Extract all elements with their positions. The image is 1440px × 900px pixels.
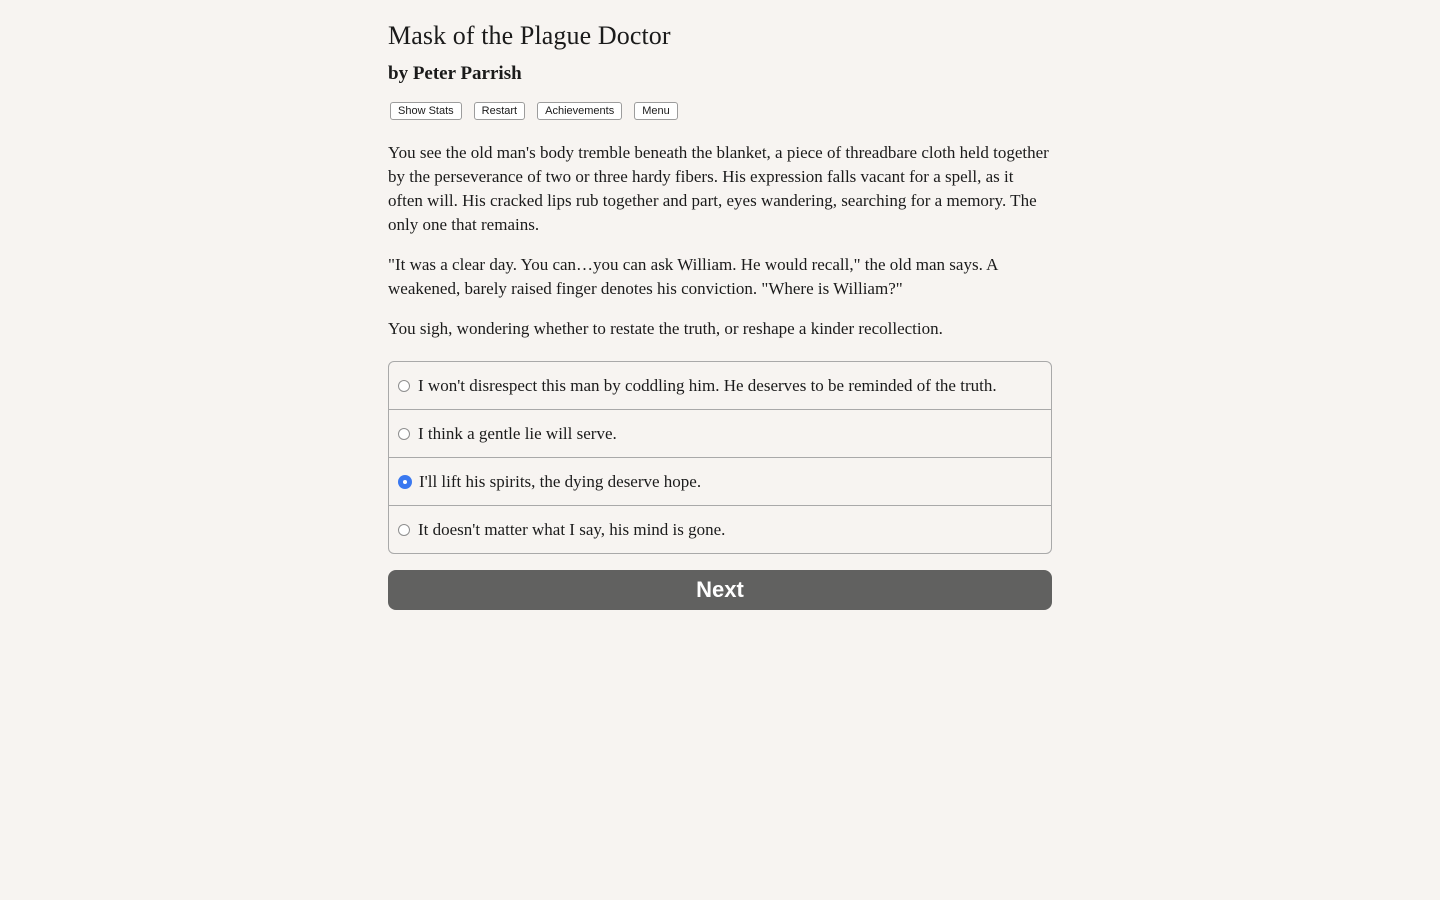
next-button[interactable]: Next	[388, 570, 1052, 610]
choice-label: I won't disrespect this man by coddling him. He deserves to be reminded of the truth.	[418, 375, 997, 395]
game-container	[388, 0, 1052, 610]
radio-button[interactable]	[398, 524, 410, 536]
story-paragraph: You sigh, wondering whether to restate the truth, or reshape a kinder recollection.	[388, 319, 943, 338]
restart-button[interactable]: Restart	[474, 102, 525, 120]
choice-label: I think a gentle lie will serve.	[418, 423, 617, 443]
choice-option-1[interactable]	[389, 362, 1051, 409]
story-paragraph: "It was a clear day. You can…you can ask William. He would recall," the old man says. A weakened, barely raised finger denotes his conviction. "Where is William?"	[388, 255, 998, 298]
choice-option-4[interactable]	[389, 505, 1051, 553]
radio-button[interactable]	[398, 380, 410, 392]
radio-button[interactable]	[398, 428, 410, 440]
menu-button[interactable]: Menu	[634, 102, 678, 120]
achievements-button[interactable]: Achievements	[537, 102, 622, 120]
game-author: by Peter Parrish	[388, 63, 522, 84]
toolbar	[388, 102, 1052, 120]
radio-button-selected[interactable]	[398, 475, 412, 489]
story-text	[388, 141, 1052, 341]
story-paragraph: You see the old man's body tremble beneath the blanket, a piece of threadbare cloth held together by the perseverance of two or three hardy fibers. His expression falls vacant for a spell, as it often will. His cracked lips rub together and part, eyes wandering, searching for a memory. The only one that remains.	[388, 143, 1049, 234]
choice-option-3[interactable]	[389, 457, 1051, 505]
choice-option-2[interactable]	[389, 409, 1051, 457]
choice-label: It doesn't matter what I say, his mind is gone.	[418, 519, 726, 539]
choice-label: I'll lift his spirits, the dying deserve hope.	[419, 471, 702, 491]
game-title: Mask of the Plague Doctor	[388, 21, 671, 50]
choice-list	[388, 361, 1052, 554]
show-stats-button[interactable]: Show Stats	[390, 102, 462, 120]
